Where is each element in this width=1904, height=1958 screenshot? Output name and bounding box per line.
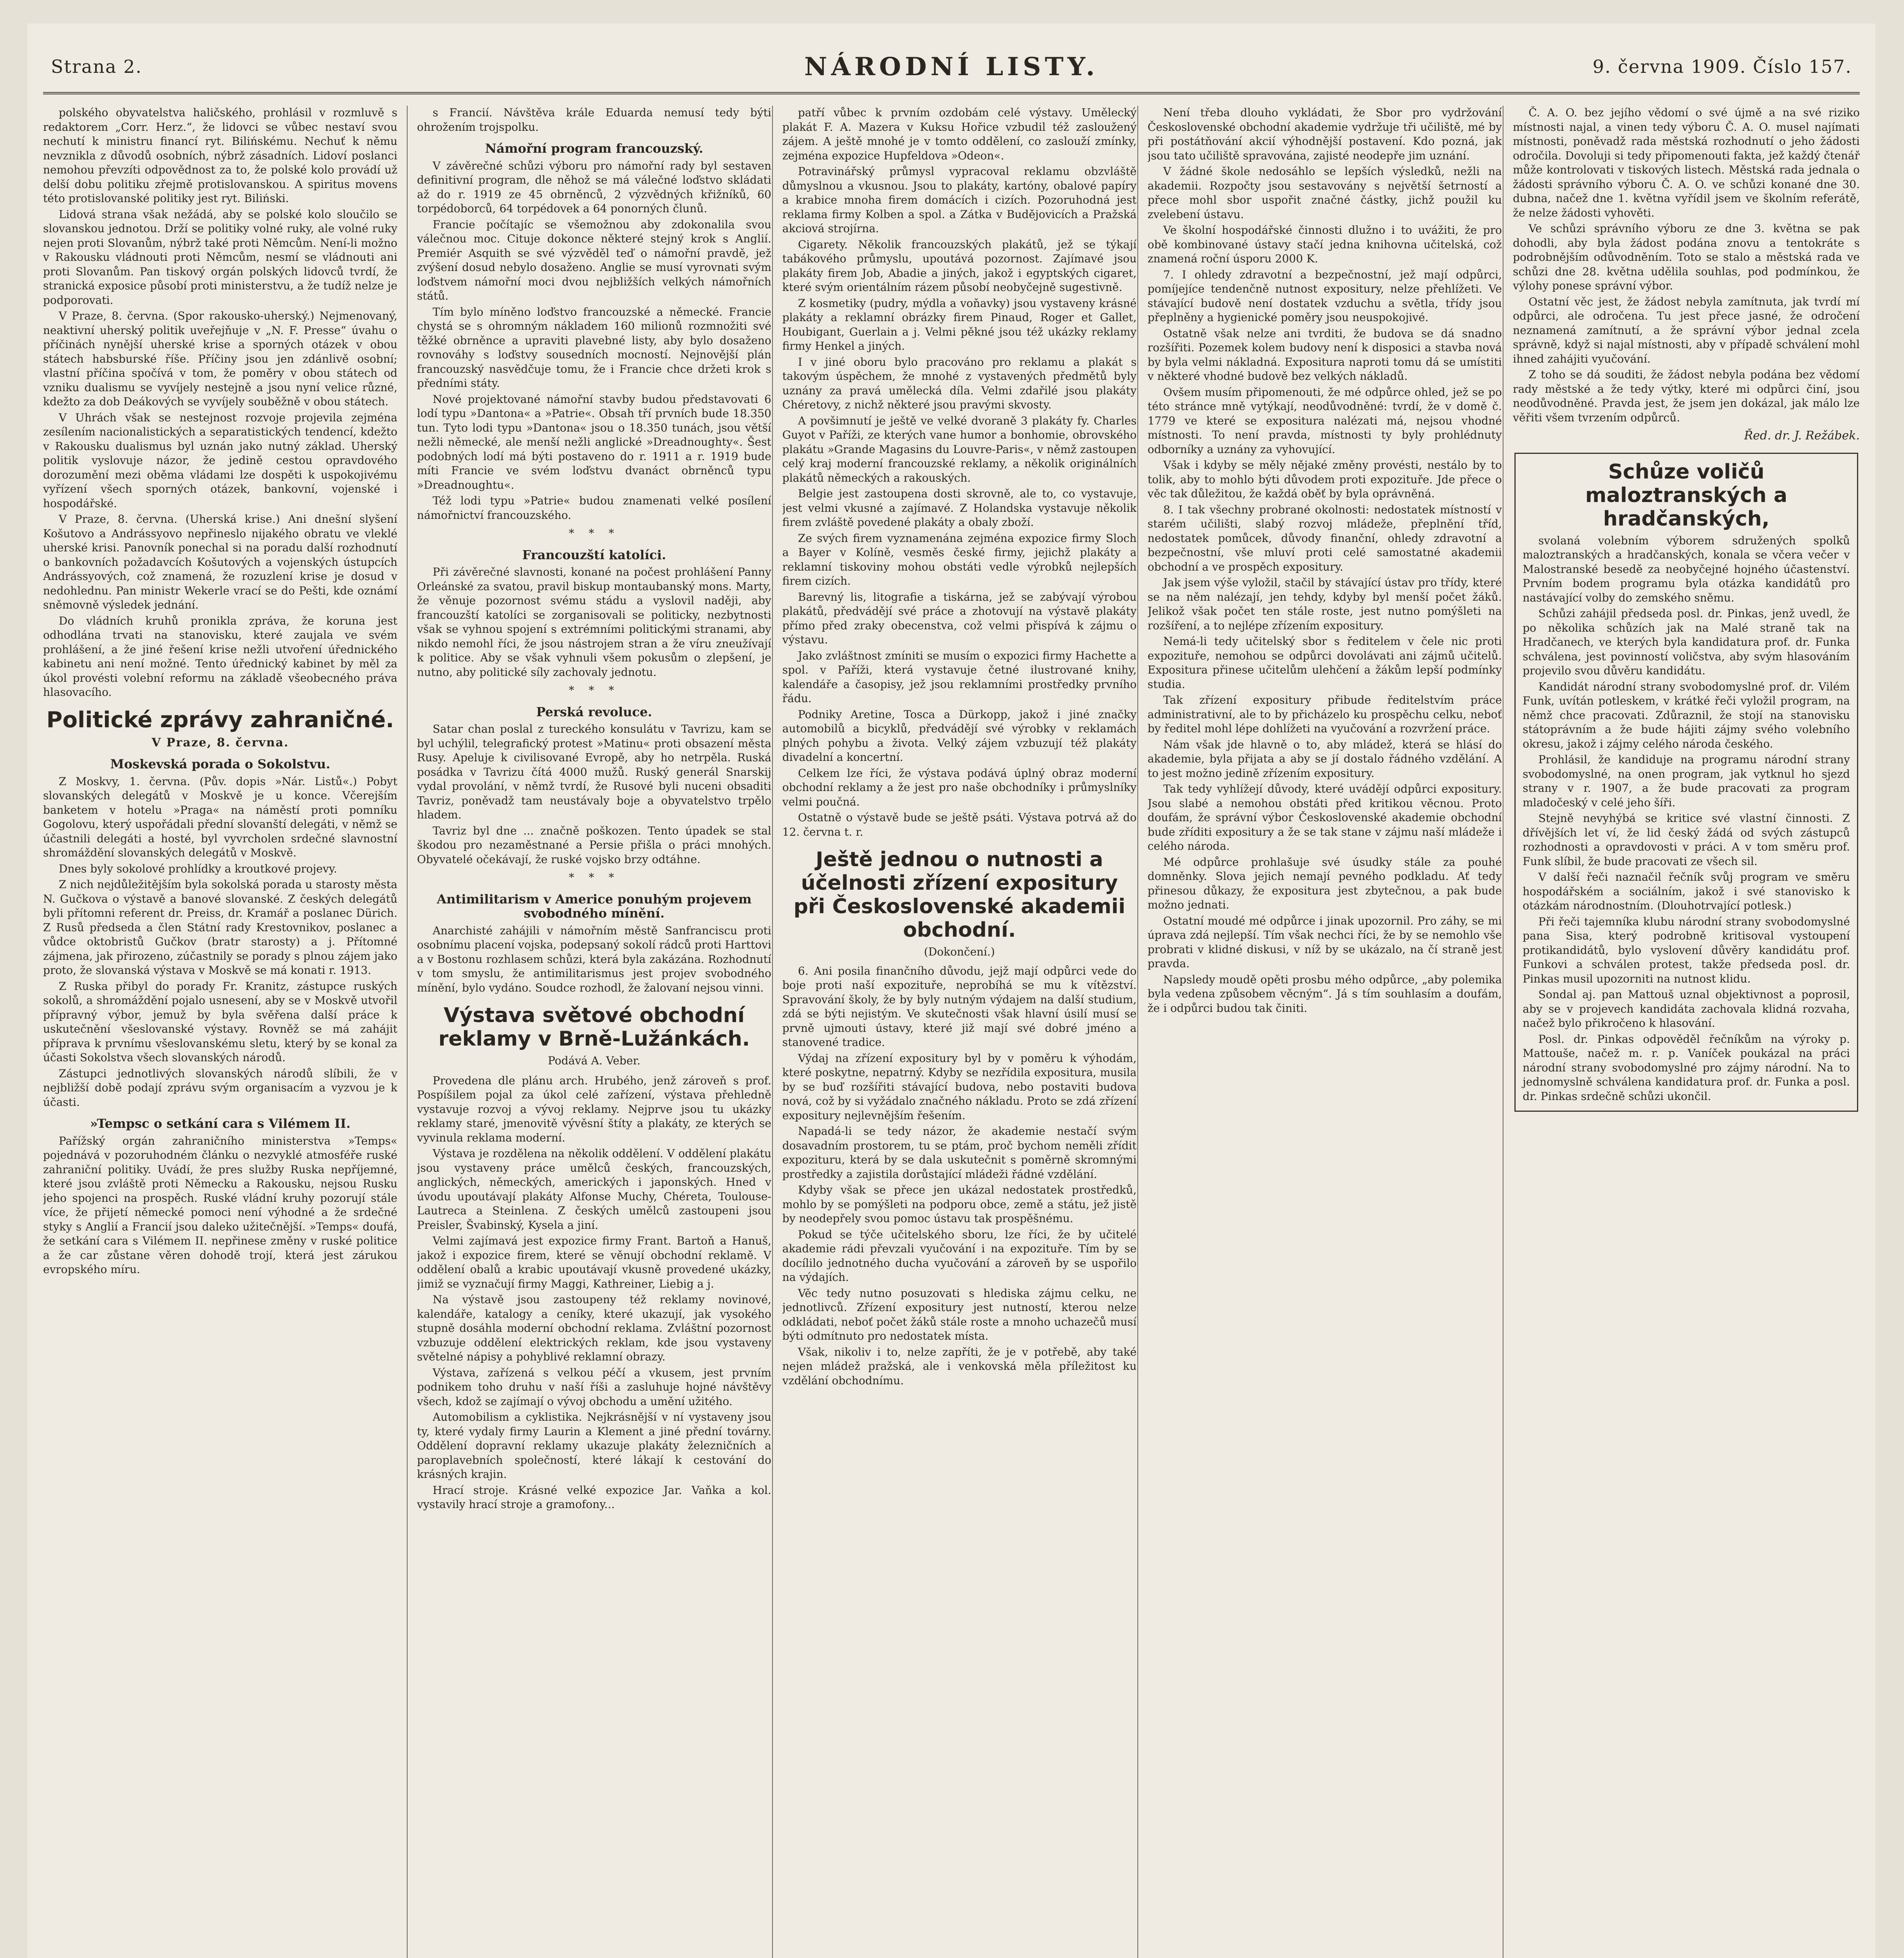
column-2: [417, 106, 771, 1958]
paragraph: V Uhrách však se nestejnost rozvoje projevila zejména zesílením nacionalistických a separatistických tendencí, kdežto v Rakousku dualismus byl uznán jako nutný základ. Uherský politik vyslovuje názor, že jedině cestou opravdového dorozumění mezi oběma vládami lze dospěti k uspokojivému vyřízení všech sporných otázek, bankovní, vojenské i hospodářské.: [43, 411, 397, 510]
paragraph: Prohlásil, že kandiduje na programu národní strany svobodomyslné, na onen program, jak vytknul ho sjezd strany v r. 1907, a že bude pracovati za program mladočeský v celé jeho šíři.: [1523, 753, 1850, 809]
paragraph: Tím bylo míněno loďstvo francouzské a německé. Francie chystá se s ohromným nákladem 160 milionů rozmnožiti své těžké obrněnce a upraviti plavebné listy, aby bylo dosaženo rovnováhy s loďstvy sousedních mocností. Nejnovější plán francouzský nasvědčuje tomu, že i Francie chce držeti krok s předními státy.: [417, 305, 771, 390]
paragraph: polského obyvatelstva haličského, prohlásil v rozmluvě s redaktorem „Corr. Herz.“, že lidovci se vůbec nestaví svou nechutí k ministru financí ryt. Bilińskému. Nechuť k němu nevznikla z důvodů osobních, nýbrž zásadních. Lidoví poslanci nemohou převzíti odpovědnost za to, že polské kolo provádí už delší dobu politiku zřejmě protislovanskou. A spiritus movens této protislovanské politiky jest ryt. Biliński.: [43, 106, 397, 205]
paragraph: s Francií. Návštěva krále Eduarda nemusí tedy býti ohrožením trojspolku.: [417, 106, 771, 134]
paragraph: Z toho se dá souditi, že žádost nebyla podána bez vědomí rady městské a že tedy výtky, které mi odpůrci činí, jsou neodůvodněné. Pravda jest, že jsem jen dokázal, jak málo lze věřiti všem tvrzením odpůrců.: [1513, 368, 1860, 424]
separator: * * *: [568, 527, 620, 540]
column-3: [782, 106, 1137, 1958]
paragraph: Francie počítajíc se všemožnou aby zdokonalila svou válečnou moc. Cituje dokonce některé stejný krok s Anglií. Premiér Asquith se své výzvěděl teď o námořní pravdě, jež zvýšení dosud nebylo dosaženo. Anglie se musí vyrovnati svým loďstvem námořní moci dvou nejbližších velkých námořních států.: [417, 218, 771, 302]
paragraph: Barevný lis, litografie a tiskárna, jež se zabývají výrobou plakátů, předvádějí své práce a zhotovují na výstavě plakáty přímo před zraky obecenstva, což velmi přispívá k zájmu o výstavu.: [782, 590, 1137, 646]
paragraph: 6. Ani posila finančního důvodu, jejž mají odpůrci vede do boje proti naší expozituře, neprobíhá se mu k vítězství. Spravování školy, že by byly nutným výdajem na další studium, zdá se býti nejistým. Ve skutečnosti však hlavní úsilí musí se prvně ujmouti ústavy, které již mají své dobré jméno a stanovené tradice.: [782, 964, 1137, 1049]
paragraph: Výstava je rozdělena na několik oddělení. V oddělení plakátu jsou vystaveny práce umělců českých, francouzských, anglických, německých, amerických i japonských. Hned v úvodu upoutávají plakáty Alfonse Muchy, Chéreta, Toulouse-Lautreca a Steinlena. Z českých umělců zastoupeni jsou Preisler, Švabinský, Kysela a jiní.: [417, 1147, 771, 1232]
dateline: V Praze, 8. června.: [152, 735, 289, 750]
paragraph: V závěrečné schůzi výboru pro námořní rady byl sestaven definitivní program, dle něhož se má válečné loďstvo skládati až do r. 1919 ze 45 obrněnců, 2 výzvědných křižníků, 60 torpédoborců, 64 torpédovek a 64 ponorných člunů.: [417, 159, 771, 215]
paragraph: Kandidát národní strany svobodomyslné prof. dr. Vilém Funk, uvítán potleskem, v krátké řeči vyložil program, na němž chce pracovati. Zdůraznil, že stojí na stanovisku státoprávním a že bude hájiti zájmy svého volebního okresu, jakož i zájmy celého národa českého.: [1523, 680, 1850, 750]
columns: [43, 106, 1860, 1958]
paragraph: Napsledy moudě opěti prosbu mého odpůrce, „aby polemika byla vedena způsobem věcným“. Já s tím souhlasím a doufám, že i odpůrci budou tak činiti.: [1148, 973, 1502, 1015]
paragraph: 7. I ohledy zdravotní a bezpečnostní, jež mají odpůrci, pomíjejíce tendenčně nutnost expositury, nelze přehlížeti. Ve stávající budově není dostatek vzduchu a světla, třídy jsou přeplněny a hygienické poměry jsou neuspokojivé.: [1148, 268, 1502, 324]
paragraph: V žádné škole nedosáhlo se lepších výsledků, nežli na akademii. Rozpočty jsou sestavovány s největší šetrností a přece mohl sbor uspořit značné částky, jichž použil ku zvelebení ústavu.: [1148, 165, 1502, 221]
paragraph: Ostatně však nelze ani tvrditi, že budova se dá snadno rozšířiti. Pozemek kolem budovy není k disposici a stavba nová by byla velmi nákladná. Expositura naproti tomu dá se umístiti v některé vhodné budově bez velkých nákladů.: [1148, 327, 1502, 383]
paragraph: Ostatní moudé mé odpůrce i jinak upozornil. Pro záhy, se mi úprava zdá nejlepší. Tím však nechci říci, že by se nemohlo vše probrati v klidné diskusi, v níž by se ukázalo, na čí straně jest pravda.: [1148, 914, 1502, 970]
paragraph: Sondal aj. pan Mattouš uznal objektivnost a poprosil, aby se v projevech kandidáta zachovala klidná rozvaha, načež bylo přikročeno k hlasování.: [1523, 988, 1850, 1030]
paragraph: Jako zvláštnost zmíniti se musím o expozici firmy Hachette a spol. v Paříži, která vystavuje četné ilustrované knihy, kalendáře a časopisy, jež jsou reklamními prostředky prvního řádu.: [782, 649, 1137, 705]
column-1: [43, 106, 397, 1958]
paragraph: Provedena dle plánu arch. Hrubého, jenž zároveň s prof. Pospíšilem pojal za úkol celé zařízení, výstava přehledně vystavuje rozvoj a vývoj reklamy. Nejprve jsou tu ukázky reklamy staré, jmenovitě vývěsní štíty a plakáty, ze kterých se vyvinula reklama moderní.: [417, 1074, 771, 1144]
newspaper-page: [27, 23, 1875, 1958]
paragraph: Však i kdyby se měly nějaké změny provésti, nestálo by to tolik, aby to mohlo býti důvodem proti expozituře. Jde přece o věc tak důležitou, že každá oběť by byla oprávněná.: [1148, 459, 1502, 500]
paragraph: Dnes byly sokolové prohlídky a kroutkové projevy.: [59, 862, 337, 875]
paragraph: Mé odpůrce prohlašuje své úsudky stále za pouhé domněnky. Slova jejich nemají pevného podkladu. Ať tedy přinesou důkazy, že expositura jest zbytečnou, a pak bude možno jednati.: [1148, 855, 1502, 911]
paragraph: Automobilism a cyklistika. Nejkrásnější v ní vystaveny jsou ty, které vydaly firmy Laurin a Klement a jiné přední továrny. Oddělení dopravní reklamy ukazuje plakáty železničních a paroplavebních společností, které lákají k cestování do krásných krajin.: [417, 1411, 771, 1481]
paragraph: Potravinářský průmysl vypracoval reklamu obzvláště důmyslnou a vkusnou. Jsou to plakáty, kartóny, obalové papíry a krabice mnoha firem domácích i cizích. Pozoruhodná jest reklama firmy Kolben a spol. a Zátka v Budějovicích a Pražská akciová strojírna.: [782, 165, 1137, 235]
column-rule: [772, 106, 773, 1958]
column-5: [1513, 106, 1860, 1958]
paragraph: Nemá-li tedy učitelský sbor s ředitelem v čele nic proti expozituře, nemohou se odpůrci dovolávati ani zájmů učitelů. Expositura přinese učitelům ulehčení a žákům lepší podmínky studia.: [1148, 635, 1502, 691]
paragraph: Cigarety. Několik francouzských plakátů, jež se týkají tabákového průmyslu, upoutává pozornost. Zajímavé jsou plakáty firem Job, Abadie a jiných, jakož i egyptských cigaret, které svým orientálním rázem působí neobyčejně sugestivně.: [782, 238, 1137, 294]
paragraph: Č. A. O. bez jejího vědomí o své újmě a na své riziko místnosti najal, a vinen tedy výboru Č. A. O. musel najímati místnosti, poněvadž rada městská rozhodnutí o jeho žádosti odročila. Dovoluji si tedy připomenouti fakta, jež každý čtenář může kontrolovati v tiskových listech. Městská rada jednala o žádosti správního výboru Č. A. O. ve schůzi konané dne 30. dubna, načež dne 1. května vyřídil jsem ve školním referátě, že nelze žádosti vyhověti.: [1513, 106, 1860, 219]
paragraph: Z Moskvy, 1. června. (Pův. dopis »Nár. Listů«.) Pobyt slovanských delegátů v Moskvě je u konce. Včerejším banketem v hotelu »Praga« na náměstí proti pomníku Gogolovu, který uspořádali přední slovanští delegáti, v němž se účastnili delegáti a hosté, byl vyvrcholen srdečné slavnostní shromáždění slovanských delegátů v Moskvě.: [43, 775, 397, 859]
paragraph: Však, nikoliv i to, nelze zapříti, že je v potřebě, aby také nejen mládež pražská, ale i venkovská měla příležitost ku vzdělání obchodnímu.: [782, 1345, 1137, 1387]
paragraph: Schůzi zahájil předseda posl. dr. Pinkas, jenž uvedl, že po několika schůzích jak na Malé straně tak na Hradčanech, ve kterých byla kandidatura prof. dr. Funka schválena, jest povinností voličstva, aby svým hlasováním projevilo svou důvěru kandidátu.: [1523, 607, 1850, 677]
paragraph: Pařížský orgán zahraničního ministerstva »Temps« pojednává v pozoruhodném článku o nezvyklé atmosféře ruské zahraniční politiky. Uvádí, že pres služby Ruska nepříjemné, které jsou zvláště proti Německu a Rakousku, nejsou Rusku jeho spojenci na prospěch. Ruské vládní kruhy pozorují stále více, že přijetí německé pomoci není výhodné a že srdečné styky s Anglií a Francií jsou daleko užitečnější. »Temps« doufá, že setkání cara s Vilémem II. nepřinese změny v ruské politice a že car zůstane věren dohodě trojí, která jest zárukou evropského míru.: [43, 1134, 397, 1276]
paragraph: V Praze, 8. června. (Spor rakousko-uherský.) Nejmenovaný, neaktivní uherský politik uveřejňuje v „N. F. Presse“ úvahu o příčinách nynější uherské krise a sporných otázek v obou státech habsburské říše. Příčiny jsou jen zdánlivě osobní; vlastní příčina spočívá v tom, že poměry v obou státech od vzniku dualismu se vyvíjely nestejně a jsou nyní velice různé, kdežto za dob Deákových se vyvíjely souběžně v obou státech.: [43, 309, 397, 408]
article-heading: Antimilitarism v Americe ponuhým projevem svobodného mínění.: [437, 891, 752, 921]
signature: Řed. dr. J. Režábek.: [1744, 429, 1860, 443]
paragraph: Ve schůzi správního výboru ze dne 3. května se pak dohodli, aby byla žádost podána znovu a tentokráte s podrobnějším odůvodněním. Toto se stalo a městská rada ve schůzi dne 28. května udělila souhlas, pod podmínkou, že výlohy ponese správní výbor.: [1513, 222, 1860, 292]
author-line: Podává A. Veber.: [548, 1054, 641, 1067]
boxed-article: [1514, 453, 1858, 1112]
paragraph: Stejně nevyhýbá se kritice své vlastní činnosti. Z dřívějších let ví, že lid český žádá od svých zástupců rozhodnosti a opravdovosti v práci. A v tom směru prof. Funk slíbil, že bude pracovati ze všech sil.: [1523, 812, 1850, 868]
paragraph: Celkem lze říci, že výstava podává úplný obraz moderní obchodní reklamy a že jest pro naše obchodníky i průmyslníky velmi poučná.: [782, 766, 1137, 808]
article-heading: Výstava světové obchodní reklamy v Brně-Lužánkách.: [438, 1004, 750, 1051]
issue-date: 9. června 1909. Číslo 157.: [1592, 56, 1852, 77]
column-rule: [407, 106, 408, 1958]
column-rule: [1137, 106, 1138, 1958]
paragraph: Napadá-li se tedy názor, že akademie nestačí svým dosavadním prostorem, tu se ptám, proč bychom neměli zřídit expozituru, která by se dala uskutečnit s poměrně skromnými prostředky a zajistila dorůstající mládeži řádné vzdělání.: [782, 1125, 1137, 1181]
article-heading: Moskevská porada o Sokolstvu.: [110, 757, 330, 771]
section-heading: Politické zprávy zahraničné.: [46, 707, 394, 733]
article-heading: »Tempsc o setkání cara s Vilémem II.: [90, 1116, 351, 1131]
paragraph: Výdaj na zřízení expositury byl by v poměru k výhodám, které poskytne, nepatrný. Kdyby se nezřídila expositura, musila by se buď rozšířiti stávající budova, nebo postaviti budova nová, což by si vyžádalo značného nákladu. Proto se zdá zřízení expositury nejlevnějším řešením.: [782, 1051, 1137, 1122]
paragraph: Z kosmetiky (pudry, mýdla a voňavky) jsou vystaveny krásné plakáty a reklamní obrázky firem Pinaud, Roger et Gallet, Houbigant, Guerlain a j. Velmi pěkné jsou též ukázky reklamy firmy Henkel a jiných.: [782, 296, 1137, 352]
paragraph: Při závěrečné slavnosti, konané na počest prohlášení Panny Orleánské za svatou, pravil biskup montaubanský mons. Marty, že věnuje pozornost svému stádu a vyslovil naději, aby francouzští katolíci se zorganisovali se politicky, nezbytnosti však se vyhnou spojení s extrémními politickými stranami, aby nikdo nemohl říci, že jsou nástrojem stran a že víru zneužívají k politice. Aby se však vyhnuli všem pokusům o zlepšení, je nutno, aby politické síly zachovaly jednotu.: [417, 565, 771, 679]
paragraph: Velmi zajímavá jest expozice firmy Frant. Bartoň a Hanuš, jakož i expozice firem, které se věnují obchodní reklamě. V oddělení obalů a krabic upoutávají vkusně provedené ukázky, jimiž se vyznačují firmy Maggi, Kathreiner, Liebig a j.: [417, 1234, 771, 1290]
paragraph: patří vůbec k prvním ozdobám celé výstavy. Umělecký plakát F. A. Mazera v Kuksu Hořice vzbudil též zasloužený zájem. A ještě mnohé je v tomto oddělení, co zaslouží zmínky, zejména expozice Hupfeldova »Odeon«.: [782, 106, 1137, 162]
paragraph: Nám však jde hlavně o to, aby mládež, která se hlásí do akademie, byla přijata a aby se jí dostalo řádného vzdělání. A to jest možno jedině zřízením expositury.: [1148, 738, 1502, 780]
paragraph: Ostatní věc jest, že žádost nebyla zamítnuta, jak tvrdí mí odpůrci, ale odročena. Tu jest přece jasné, že odročení neznamená zamítnutí, a že správní výbor jednal zcela správně, když si najal místnosti, aby v případě schválení mohl ihned zahájiti vyučování.: [1513, 295, 1860, 365]
article-heading: Ještě jednou o nutnosti a účelnosti zřízení expositury při Československé akademii obchodní.: [793, 848, 1126, 942]
separator: * * *: [568, 684, 620, 697]
paragraph: Není třeba dlouho vykládati, že Sbor pro vydržování Československé obchodní akademie vydržuje tři učiliště, mé by při postátňování akcií výhodnější postavení. Kdo pozná, jak jsou tato učiliště spravována, zajisté neodepře jim uznání.: [1148, 106, 1502, 162]
article-heading: Francouzští katolíci.: [522, 547, 666, 562]
paragraph: Z nich nejdůležitějším byla sokolská porada u starosty města N. Gučkova o výstavě a banové slovanské. Z českých delegátů byli přítomni referent dr. Preiss, dr. Kramář a poslanec Dürich. Z Rusů předseda a člen Státní rady Krestovnikov, poslanec a vůdce oktobristů Gučkov (bratr starosty) a j. Přítomné zájmena, jak přirozeno, zúčastnily se porady s plnou zájem jako proto, že slovanská výstava v Moskvě se má konati r. 1913.: [43, 878, 397, 977]
article-heading: Schůze voličů maloztranských a hradčanských,: [1585, 460, 1788, 531]
paragraph: Ze svých firem vyznamenána zejména expozice firmy Sloch a Bayer v Kolíně, vesměs české firmy, jejichž plakáty a reklamní tiskoviny mohou obstáti vedle výrobků nejlepších firem cizích.: [782, 531, 1137, 587]
paragraph: Na výstavě jsou zastoupeny též reklamy novinové, kalendáře, katalogy a ceníky, které ukazují, jak vysokého stupně dosáhla moderní obchodní reklama. Zvláštní pozornost vzbuzuje oddělení elektrických reklam, kde jsou vystaveny světelné nápisy a pohyblivé reklamní obrazy.: [417, 1293, 771, 1363]
paragraph: Lidová strana však nežádá, aby se polské kolo sloučilo se slovanskou jednotou. Drží se politiky volné ruky, ale volné ruky nejen proti Slovanům, nýbrž také proti Němcům. Není-li možno v Rakousku vládnouti proti Němcům, nesmí se vládnouti ani proti Slovanům. Pan tiskový orgán polských lidovců tvrdí, že stranická exposice působí proti ministerstvu, a že tudíž nelze je podporovati.: [43, 208, 397, 307]
paragraph: Posl. dr. Pinkas odpověděl řečníkům na výroky p. Mattouše, načež m. r. p. Vaníček poukázal na práci národní strany svobodomyslné pro zájmy národní. Na to jednomyslně schválena kandidatura prof. dr. Funka a posl. dr. Pinkas srdečně schůzi ukončil.: [1523, 1032, 1850, 1103]
paragraph: Nové projektované námořní stavby budou představovati 6 lodí typu »Dantona« a »Patrie«. Obsah tří prvních bude 18.350 tun. Tyto lodi typu »Dantona« jsou o 18.350 tunách, jsou větší nežli německé, ale menší nežli anglické »Dreadnoughty«. Šest podobných lodí má býti postaveno do r. 1911 a r. 1919 bude míti Francie ve svém loďstvu dvanáct obrněnců typu »Dreadnoughtu«.: [417, 392, 771, 491]
paragraph: Hrací stroje. Krásné velké expozice Jar. Vaňka a kol. vystavily hrací stroje a gramofony...: [417, 1483, 771, 1511]
paragraph: Ve školní hospodářské činnosti dlužno i to uvážiti, že pro obě kombinované ústavy stačí jedna knihovna učitelská, což znamená roční úsporu 2000 K.: [1148, 224, 1502, 265]
article-heading: Perská revoluce.: [536, 704, 652, 719]
paragraph: V další řeči naznačil řečník svůj program ve směru hospodářském a sociálním, jakož i své stanovisko k otázkám národnostním. (Dlouhotrvající potlesk.): [1523, 871, 1850, 912]
paragraph: Zástupci jednotlivých slovanských národů slíbili, že v nejbližší době podají zprávu svým organisacím a vyzvou je k účasti.: [43, 1067, 397, 1109]
continuation-note: (Dokončení.): [924, 945, 995, 958]
newspaper-title: NÁRODNÍ LISTY.: [804, 52, 1099, 81]
paragraph: Kdyby však se přece jen ukázal nedostatek prostředků, mohlo by se pomýšleti na podporu obce, země a státu, jež jistě by neodepřely svou pomoc ústavu tak prospěšnému.: [782, 1183, 1137, 1225]
paragraph: Satar chan poslal z tureckého konsulátu v Tavrizu, kam se byl uchýlil, telegrafický protest »Matinu« proti obsazení města Rusy. Apeluje k civilisované Evropě, aby ho netrpěla. Ruská posádka v Tavrizu čítá 4000 mužů. Ruský generál Snarskij vydal provolání, v němž tvrdí, že Rusové byli nuceni obsaditi Tavriz, poněvadž tam neustávaly boje a obyvatelstvo trpělo hladem.: [417, 723, 771, 821]
paragraph: Věc tedy nutno posuzovati s hlediska zájmu celku, ne jednotlivců. Zřízení expositury jest nutností, kterou nelze odkládati, neboť počet žáků stále roste a mnoho uchazečů musí býti odmítnuto pro nedostatek místa.: [782, 1286, 1137, 1342]
paragraph: Při řeči tajemníka klubu národní strany svobodomyslné pana Sisa, který podrobně kritisoval vystoupení protikandidátů, bylo vyslovení důvěry kandidátu prof. Funkovi a schválen protest, takže předseda posl. dr. Pinkas musil upozorniti na nutnost klidu.: [1523, 915, 1850, 985]
paragraph: A povšimnutí je ještě ve velké dvoraně 3 plakáty fy. Charles Guyot v Paříži, ze kterých vane humor a bonhomie, obrovského plakátu »Grande Magasins du Louvre-Paris«, v němž zastoupen celý kraj moderní francouzské reklamy, a několik originálních plakátů německých a rakouských.: [782, 414, 1137, 484]
paragraph: I v jiné oboru bylo pracováno pro reklamu a plakát s takovým úspěchem, že mnohé z vystavených předmětů byly uznány za pravá umělecká díla. Velmi zdařilé jsou plakáty Chéretovy, z nichž některé jsou pravými skvosty.: [782, 355, 1137, 411]
paragraph: 8. I tak všechny probrané okolnosti: nedostatek místností v starém učilišti, slabý rozvoj mládeže, přeplnění tříd, nedostatek pomůcek, důvody finanční, ohledy zdravotní a bezpečnostní, vše mluví proti celé samostatné akademii obchodní a ve prospěch expositury.: [1148, 503, 1502, 573]
paragraph: svolaná volebním výborem sdružených spolků maloztranských a hradčanských, konala se včera večer v Malostranské besedě za neobyčejné hojného účastenství. Prvním bodem programu byla otázka kandidátů pro nastávající volby do zemského sněmu.: [1523, 534, 1850, 604]
column-4: [1148, 106, 1502, 1958]
paragraph: Tavriz byl dne ... značně poškozen. Tento úpadek se stal škodou pro nezaměstnané a Persie přišla o práci mnohých. Obyvatelé očekávají, že ruské vojsko brzy odtáhne.: [417, 824, 771, 866]
paragraph: Z Ruska přibyl do porady Fr. Kranitz, zástupce ruských sokolů, a shromáždění pojalo usnesení, aby se v Moskvě utvořil přípravný výbor, jemuž by byla svěřena další práce k uskutečnění všeslovanské výstavy. Rovněž se má zahájit příprava k prvnímu všeslovanskému sletu, který by se konal za účasti Sokolstva všech slovanských národů.: [43, 979, 397, 1064]
paragraph: Též lodi typu »Patrie« budou znamenati velké posílení námořnictví francouzského.: [417, 494, 771, 522]
paragraph: Jak jsem výše vyložil, stačil by stávající ústav pro třídy, které se na něm nalézají, jen tehdy, kdyby byl menší počet žáků. Jelikož však počet ten stále roste, jest nutno pomýšleti na rozšíření, a to nejlépe zřízením expositury.: [1148, 576, 1502, 632]
paragraph: Ovšem musím připomenouti, že mé odpůrce ohled, jež se po této stránce mně vytýkají, neodůvodněné: tvrdí, že v domě č. 1779 ve které se expositura nalézati má, nejsou vhodné místnosti. To není pravda, místnosti ty byly prohlédnuty odborníky a uznány za vyhovující.: [1148, 385, 1502, 456]
paragraph: V Praze, 8. června. (Uherská krise.) Ani dnešní slyšení Košutovo a Andrássyovo nepřineslo nijakého obratu ve vleklé uherské krisi. Panovník ponechal si na poradu další rozhodnutí o bankovních požadavcích Košutových a vojenských ústupcích Andrássyových, což znamená, že rozuzlení krise je dosud v nedohlednu. Pan ministr Wekerle vrací se do Pešti, kde oznámí sněmovně výsledek jednání.: [43, 513, 397, 611]
paragraph: Do vládních kruhů pronikla zpráva, že koruna jest odhodlána trvati na stanovisku, které zaujala ve svém prohlášení, a že jiné řešení krise nežli utvoření úřednického kabinetu ani není možné. Tento úřednický kabinet by měl za úkol provésti volební reformu na základě všeobecného práva hlasovacího.: [43, 614, 397, 699]
paragraph: Podniky Aretine, Tosca a Dürkopp, jakož i jiné značky automobilů a bicyklů, předvádějí své výrobky v reklamách plných pohybu a života. Velký zájem vzbuzují též plakáty divadelní a koncertní.: [782, 708, 1137, 764]
paragraph: Belgie jest zastoupena dosti skrovně, ale to, co vystavuje, jest velmi vkusné a zajímavé. Z Holandska vystavuje několik firem zvláště povedené plakáty a obaly zboží.: [782, 487, 1137, 529]
article-heading: Námořní program francouzský.: [485, 141, 704, 156]
masthead: [43, 45, 1860, 94]
separator: * * *: [568, 871, 620, 884]
paragraph: Anarchisté zahájili v námořním městě Sanfranciscu proti osobnímu placení vojska, podepsaný sokolí rádců proti Harttovi a v Bostonu rozhlasem schůzi, která byla zakázána. Rozhodnutí v tom smyslu, že antimilitarismus jest projev svobodného mínění, bylo vydáno. Soudce rozhodl, že žalovaní nejsou vinni.: [417, 924, 771, 994]
paragraph: Ostatně o výstavě bude se ještě psáti. Výstava potrvá až do 12. června t. r.: [782, 811, 1137, 838]
paragraph: Tak zřízení expositury přibude ředitelstvím práce administrativní, ale to by přicházelo ku prospěchu celku, neboť by ředitel mohl lépe dohlížeti na vyučování a rozvržení práce.: [1148, 694, 1502, 735]
page-number: Strana 2.: [51, 56, 142, 77]
paragraph: Výstava, zařízená s velkou péčí a vkusem, jest prvním podnikem toho druhu v naší říši a zasluhuje hojné návštěvy všech, kdož se zajímají o vývoj obchodu a umění užitého.: [417, 1366, 771, 1408]
paragraph: Pokud se týče učitelského sboru, lze říci, že by učitelé akademie rádi převzali vyučování i na expozituře. Tím by se docílilo jednotného ducha vyučování a zároveň by se uspořilo na výdajích.: [782, 1228, 1137, 1284]
paragraph: Tak tedy vyhlížejí důvody, které uvádějí odpůrci expositury. Jsou slabé a nemohou obstáti před kritikou věcnou. Proto doufám, že správní výbor Československé akademie obchodní bude zříditi expositury a že se tak stane v zájmu naší mládeže i celého národa.: [1148, 782, 1502, 853]
